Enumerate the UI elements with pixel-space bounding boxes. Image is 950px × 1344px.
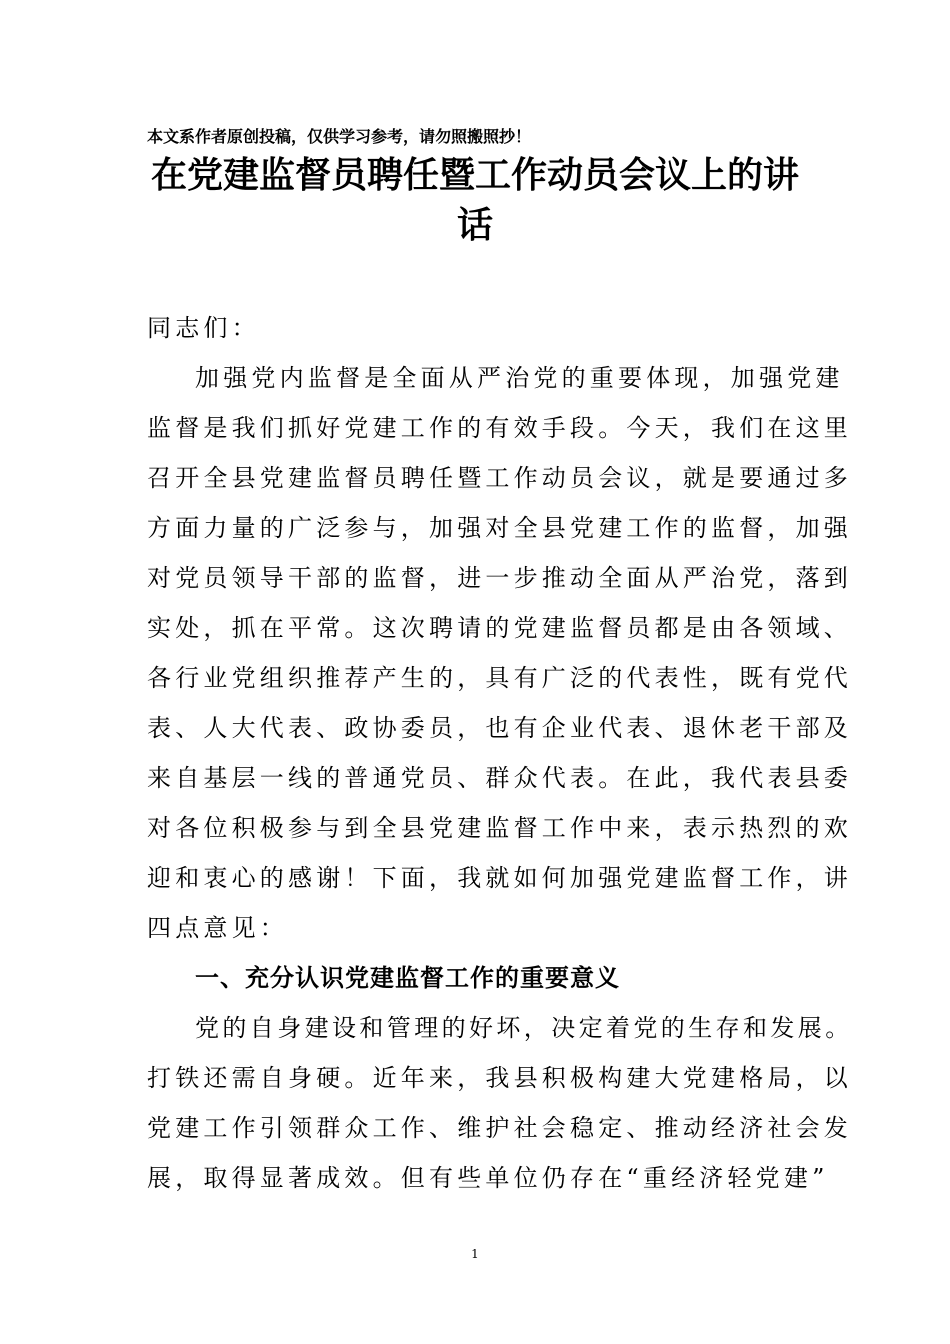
paragraph-line: 党建工作引领群众工作、维护社会稳定、推动经济社会发 (147, 1114, 852, 1142)
page-number: 1 (471, 1247, 479, 1261)
paragraph-line: 来自基层一线的普通党员、群众代表。在此，我代表县委 (147, 764, 852, 792)
paragraph-line: 打铁还需自身硬。近年来，我县积极构建大党建格局，以 (147, 1064, 852, 1092)
paragraph-line: 监督是我们抓好党建工作的有效手段。今天，我们在这里 (147, 414, 852, 442)
paragraph-line: 召开全县党建监督员聘任暨工作动员会议，就是要通过多 (147, 464, 852, 492)
paragraph-line: 加强党内监督是全面从严治党的重要体现，加强党建 (195, 364, 844, 392)
paragraph-line: 展，取得显著成效。但有些单位仍存在“重经济轻党建” (147, 1164, 829, 1192)
copyright-notice: 本文系作者原创投稿，仅供学习参考，请勿照搬照抄！ (147, 127, 532, 146)
paragraph-line: 各行业党组织推荐产生的，具有广泛的代表性，既有党代 (147, 664, 852, 692)
paragraph-line: 实处，抓在平常。这次聘请的党建监督员都是由各领域、 (147, 614, 852, 642)
paragraph-line: 四点意见： (147, 914, 288, 942)
paragraph-line: 表、人大代表、政协委员，也有企业代表、退休老干部及 (147, 714, 852, 742)
paragraph-line: 对党员领导干部的监督，进一步推动全面从严治党，落到 (147, 564, 852, 592)
paragraph-line: 迎和衷心的感谢！下面，我就如何加强党建监督工作，讲 (147, 864, 852, 892)
paragraph-line: 党的自身建设和管理的好坏，决定着党的生存和发展。 (195, 1014, 853, 1042)
salutation: 同志们： (147, 314, 260, 342)
paragraph-line: 对各位积极参与到全县党建监督工作中来，表示热烈的欢 (147, 814, 852, 842)
title-line-2: 话 (456, 204, 493, 246)
section-heading: 一、充分认识党建监督工作的重要意义 (195, 964, 620, 992)
title-line-1: 在党建监督员聘任暨工作动员会议上的讲 (150, 154, 799, 196)
paragraph-line: 方面力量的广泛参与，加强对全县党建工作的监督，加强 (147, 514, 852, 542)
